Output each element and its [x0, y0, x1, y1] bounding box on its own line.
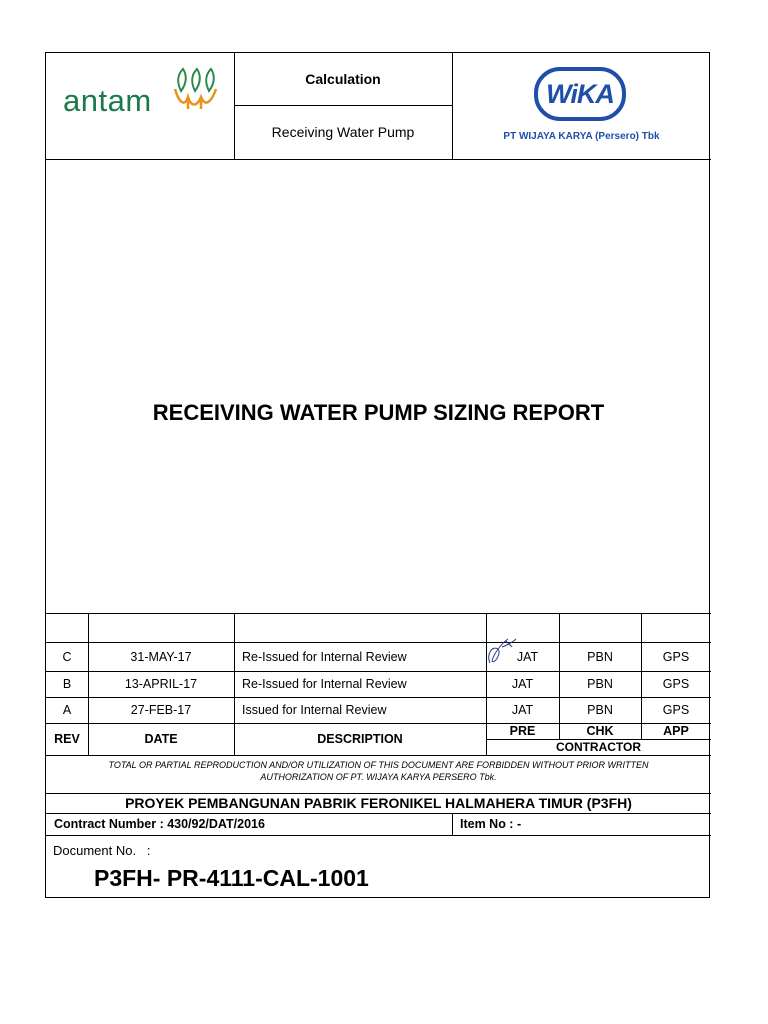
contractor-name: PT WIJAYA KARYA (Persero) Tbk [503, 131, 660, 142]
item-no: Item No : - [460, 817, 522, 831]
rev-c-description: Re-Issued for Internal Review [242, 649, 407, 664]
project-name: PROYEK PEMBANGUNAN PABRIK FERONIKEL HALMAHERA TIMUR (P3FH) [125, 795, 632, 811]
rev-b-chk: PBN [587, 677, 613, 691]
antam-logo [61, 61, 221, 121]
col-header-app: APP [663, 724, 689, 738]
col-header-description: DESCRIPTION [317, 732, 403, 746]
rev-b-date: 13-APRIL-17 [124, 677, 198, 691]
rev-a-app: GPS [662, 703, 690, 717]
col-header-chk: CHK [586, 724, 614, 738]
rev-c-date: 31-MAY-17 [130, 649, 192, 664]
doc-type-title: Calculation [305, 71, 381, 87]
wika-badge [534, 67, 626, 121]
col-header-rev: REV [54, 732, 80, 746]
doc-subtitle: Receiving Water Pump [271, 124, 415, 140]
rev-b-app: GPS [662, 677, 690, 691]
wika-logo [452, 53, 711, 159]
document-frame [45, 52, 710, 898]
rev-b-description: Re-Issued for Internal Review [242, 677, 407, 691]
document-no-label: Document No. : [53, 843, 151, 858]
contract-number: Contract Number : 430/92/DAT/2016 [54, 817, 265, 831]
rev-a-rev: A [62, 703, 72, 717]
rev-c-pre: JAT [516, 649, 539, 664]
col-header-date: DATE [144, 732, 178, 746]
rev-b-pre: JAT [511, 677, 534, 691]
wika-logo-text: WiKA [546, 78, 614, 109]
rev-a-description: Issued for Internal Review [242, 703, 387, 717]
reproduction-notice [46, 759, 711, 783]
antam-logo-text: antam [63, 83, 152, 118]
report-title: RECEIVING WATER PUMP SIZING REPORT [152, 400, 605, 425]
rev-c-app: GPS [662, 649, 690, 664]
rev-a-chk: PBN [587, 703, 613, 717]
rev-c-rev: C [62, 649, 72, 664]
notice-line-1: TOTAL OR PARTIAL REPRODUCTION AND/OR UTILIZATION OF THIS DOCUMENT ARE FORBIDDEN WITHOUT PRIOR WRITTEN [108, 760, 649, 770]
rev-c-chk: PBN [587, 649, 613, 664]
rev-a-pre: JAT [511, 703, 534, 717]
rev-a-date: 27-FEB-17 [130, 703, 192, 717]
col-header-pre: PRE [509, 724, 536, 738]
rev-b-rev: B [62, 677, 72, 691]
document-number: P3FH- PR-4111-CAL-1001 [94, 865, 369, 891]
col-header-contractor: CONTRACTOR [555, 740, 642, 754]
notice-line-2: AUTHORIZATION OF PT. WIJAYA KARYA PERSERO Tbk. [260, 772, 497, 782]
